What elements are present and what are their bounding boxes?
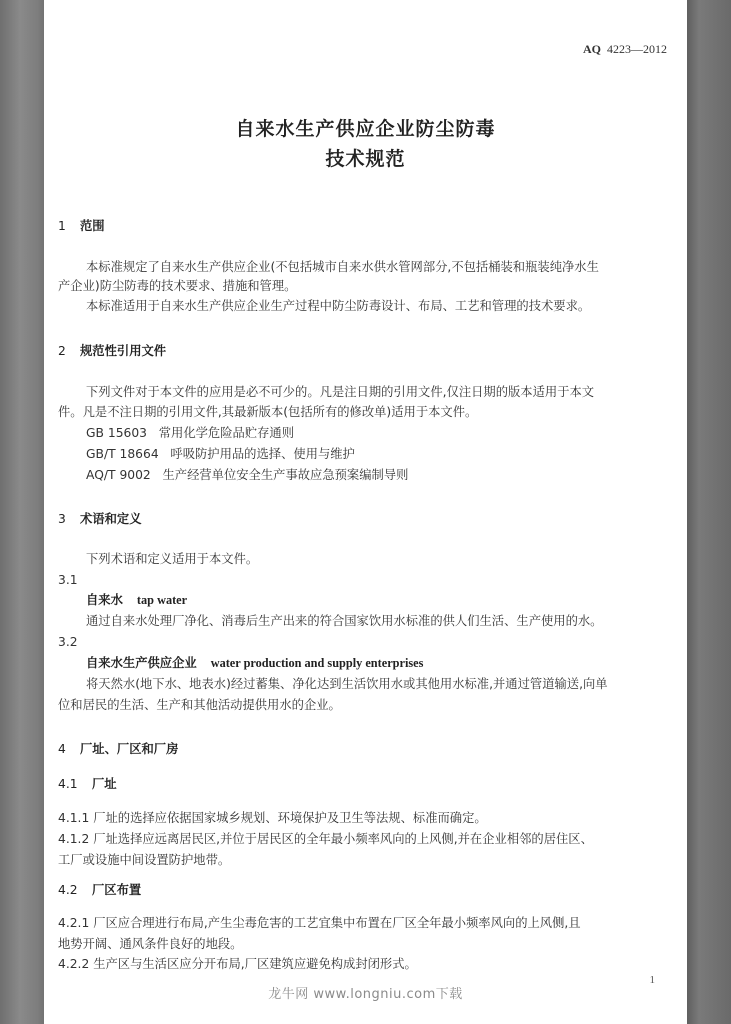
document-title-line2: 技术规范 [325, 148, 406, 170]
document-title-line1: 自来水生产供应企业防尘防毒 [235, 118, 496, 140]
clause-4-1-1: 4.1.1 厂址的选择应依据国家城乡规划、环境保护及卫生等法规、标准而确定。 [58, 811, 487, 825]
download-footer: 龙牛网 www.longniu.com下载 [268, 987, 463, 1002]
subsection-4-2-heading: 4.2 厂区布置 [58, 883, 142, 897]
document-page [44, 0, 687, 1024]
reference-aqt9002: AQ/T 9002 生产经营单位安全生产事故应急预案编制导则 [86, 468, 409, 482]
term-3-2-name: 自来水生产供应企业 water production and supply enterprises [86, 656, 424, 670]
term-3-2-definition-line2: 位和居民的生活、生产和其他活动提供用水的企业。 [58, 698, 341, 712]
s2-paragraph-line2: 件。凡是不注日期的引用文件,其最新版本(包括所有的修改单)适用于本文件。 [58, 405, 478, 419]
section-1-heading: 1 范围 [58, 219, 105, 233]
section-2-heading: 2 规范性引用文件 [58, 344, 167, 358]
term-3-1-name: 自来水 tap water [86, 593, 188, 607]
s2-paragraph-line1: 下列文件对于本文件的应用是必不可少的。凡是注日期的引用文件,仅注日期的版本适用于本文 [86, 385, 595, 399]
term-3-2-number: 3.2 [58, 635, 78, 649]
term-3-1-definition: 通过自来水处理厂净化、消毒后生产出来的符合国家饮用水标准的供人们生活、生产使用的水。 [86, 614, 603, 628]
page-number: 1 [649, 974, 655, 986]
standard-number: AQ 4223—2012 [583, 42, 667, 56]
clause-4-2-1-line2: 地势开阔、通风条件良好的地段。 [58, 937, 243, 951]
s1-paragraph-2: 本标准适用于自来水生产供应企业生产过程中防尘防毒设计、布局、工艺和管理的技术要求。 [86, 299, 591, 313]
s1-paragraph-1-line1: 本标准规定了自来水生产供应企业(不包括城市自来水供水管网部分,不包括桶装和瓶装纯净水生 [86, 260, 599, 274]
clause-4-2-1-line1: 4.2.1 厂区应合理进行布局,产生尘毒危害的工艺宜集中布置在厂区全年最小频率风向的上风侧,且 [58, 916, 581, 930]
section-3-heading: 3 术语和定义 [58, 512, 142, 526]
reference-gb15603: GB 15603 常用化学危险品贮存通则 [86, 426, 295, 440]
s3-intro: 下列术语和定义适用于本文件。 [86, 552, 259, 566]
clause-4-2-2: 4.2.2 生产区与生活区应分开布局,厂区建筑应避免构成封闭形式。 [58, 957, 417, 971]
reference-gbt18664: GB/T 18664 呼吸防护用品的选择、使用与维护 [86, 447, 355, 461]
clause-4-1-2-line2: 工厂或设施中间设置防护地带。 [58, 853, 231, 867]
clause-4-1-2-line1: 4.1.2 厂址选择应远离居民区,并位于居民区的全年最小频率风向的上风侧,并在企业相邻的居住区、 [58, 832, 593, 846]
section-4-heading: 4 厂址、厂区和厂房 [58, 742, 179, 756]
scan-border-right [687, 0, 731, 1024]
term-3-2-definition-line1: 将天然水(地下水、地表水)经过蓄集、净化达到生活饮用水或其他用水标准,并通过管道输送,向单 [86, 677, 608, 691]
term-3-1-number: 3.1 [58, 573, 78, 587]
s1-paragraph-1-line2: 产企业)防尘防毒的技术要求、措施和管理。 [58, 279, 297, 293]
subsection-4-1-heading: 4.1 厂址 [58, 777, 117, 791]
